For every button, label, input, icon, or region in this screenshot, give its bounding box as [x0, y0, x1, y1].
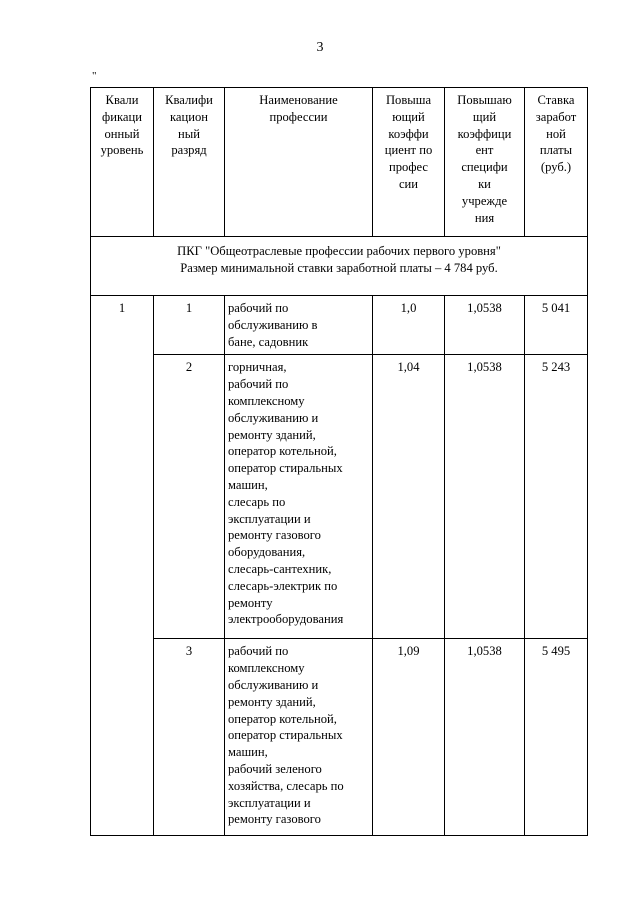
- cell-text-line: слесарь по: [228, 494, 286, 509]
- cell-text-line: оператор котельной,: [228, 444, 337, 459]
- cell-text-line: рабочий зеленого: [228, 761, 322, 776]
- cell-text-line: обслуживанию в: [228, 317, 318, 332]
- quote-mark: ": [92, 70, 97, 82]
- cell-text-line: профессии: [269, 109, 328, 124]
- cell-text-line: оператор котельной,: [228, 711, 337, 726]
- cell-text-line: профес: [389, 160, 428, 175]
- cell-text-line: коэффици: [457, 126, 512, 141]
- cell-text-line: оборудования,: [228, 545, 306, 560]
- cell-text-line: комплексному: [228, 393, 305, 408]
- cell-text-line: ремонту зданий,: [228, 427, 316, 442]
- cell-text-line: Повыша: [385, 93, 432, 107]
- cell-text-line: Ставка: [537, 93, 575, 107]
- cell-text-line: рабочий по: [228, 644, 289, 659]
- cell-text-line: ремонту газового: [228, 528, 321, 543]
- cell-text-line: разряд: [171, 143, 207, 158]
- table-row: [91, 639, 588, 836]
- header-profession-name: [225, 88, 373, 237]
- group-heading: [91, 237, 588, 296]
- header-qualification-grade: [154, 88, 225, 237]
- cell-coef-profession: 1,09: [373, 639, 445, 836]
- group-title: ПКГ "Общеотраслевые профессии рабочих первого уровня": [177, 244, 501, 258]
- cell-text-line: кацион: [169, 109, 209, 124]
- cell-text-line: циент по: [384, 143, 433, 158]
- cell-profession: [225, 639, 373, 836]
- cell-text-line: сии: [398, 176, 419, 191]
- cell-coef-profession: 1,04: [373, 355, 445, 639]
- cell-text-line: заработ: [535, 109, 577, 124]
- cell-text-line: хозяйства, слесарь по: [228, 778, 344, 793]
- cell-text-line: ки: [478, 176, 491, 191]
- cell-text-line: эксплуатации и: [228, 795, 311, 810]
- cell-text-line: комплексному: [228, 661, 305, 676]
- cell-text-line: электрооборудования: [228, 612, 344, 627]
- cell-text-line: (руб.): [540, 160, 572, 175]
- cell-text-line: Повышаю: [457, 93, 512, 107]
- cell-text-line: горничная,: [228, 360, 287, 375]
- cell-coef-specific: 1,0538: [445, 355, 525, 639]
- header-profession-coefficient: [373, 88, 445, 237]
- cell-profession: [225, 296, 373, 355]
- cell-text-line: щий: [472, 109, 497, 124]
- cell-text-line: Наименование: [259, 93, 338, 107]
- cell-text-line: машин,: [228, 745, 268, 760]
- cell-text-line: учрежде: [461, 193, 508, 208]
- cell-text-line: ния: [474, 210, 495, 225]
- cell-text-line: слесарь-электрик по: [228, 578, 338, 593]
- qualification-table: [90, 87, 588, 836]
- cell-text-line: ент: [475, 143, 494, 158]
- cell-text-line: рабочий по: [228, 377, 289, 392]
- table-row: [91, 296, 588, 355]
- cell-rate: 5 243: [525, 355, 588, 639]
- cell-coef-profession: 1,0: [373, 296, 445, 355]
- cell-text-line: обслуживанию и: [228, 677, 319, 692]
- cell-text-line: Квалифи: [165, 93, 213, 107]
- cell-text-line: ющий: [392, 109, 425, 124]
- cell-text-line: фикаци: [102, 109, 142, 124]
- cell-text-line: слесарь-сантехник,: [228, 561, 332, 576]
- group-subtitle: Размер минимальной ставки заработной платы – 4 784 руб.: [180, 260, 498, 275]
- cell-grade: 2: [154, 355, 225, 639]
- cell-profession: [225, 355, 373, 639]
- cell-text-line: ной: [546, 126, 566, 141]
- cell-rate: 5 495: [525, 639, 588, 836]
- header-wage-rate: [525, 88, 588, 237]
- cell-text-line: ремонту зданий,: [228, 694, 316, 709]
- cell-text-line: оператор стиральных: [228, 728, 343, 743]
- group-row: [91, 237, 588, 296]
- cell-text-line: Квали: [105, 93, 139, 107]
- table-header-row: [91, 88, 588, 237]
- cell-text-line: рабочий по: [228, 301, 289, 315]
- cell-coef-specific: 1,0538: [445, 296, 525, 355]
- header-institution-coefficient: [445, 88, 525, 237]
- cell-text-line: ный: [178, 126, 200, 141]
- cell-level: 1: [91, 296, 154, 836]
- cell-text-line: оператор стиральных: [228, 461, 343, 476]
- cell-text-line: обслуживанию и: [228, 410, 319, 425]
- cell-grade: 3: [154, 639, 225, 836]
- cell-text-line: бане, садовник: [228, 334, 309, 349]
- cell-coef-specific: 1,0538: [445, 639, 525, 836]
- cell-grade: 1: [154, 296, 225, 355]
- header-qualification-level: [91, 88, 154, 237]
- cell-text-line: коэффи: [388, 126, 429, 141]
- cell-text-line: платы: [539, 143, 573, 158]
- cell-text-line: машин,: [228, 477, 268, 492]
- table-row: [91, 355, 588, 639]
- cell-rate: 5 041: [525, 296, 588, 355]
- cell-text-line: онный: [104, 126, 140, 141]
- cell-text-line: уровень: [100, 143, 144, 158]
- cell-text-line: эксплуатации и: [228, 511, 311, 526]
- cell-text-line: ремонту: [228, 595, 273, 610]
- cell-text-line: специфи: [461, 160, 508, 175]
- page-number: 3: [316, 40, 324, 55]
- cell-text-line: ремонту газового: [228, 812, 321, 827]
